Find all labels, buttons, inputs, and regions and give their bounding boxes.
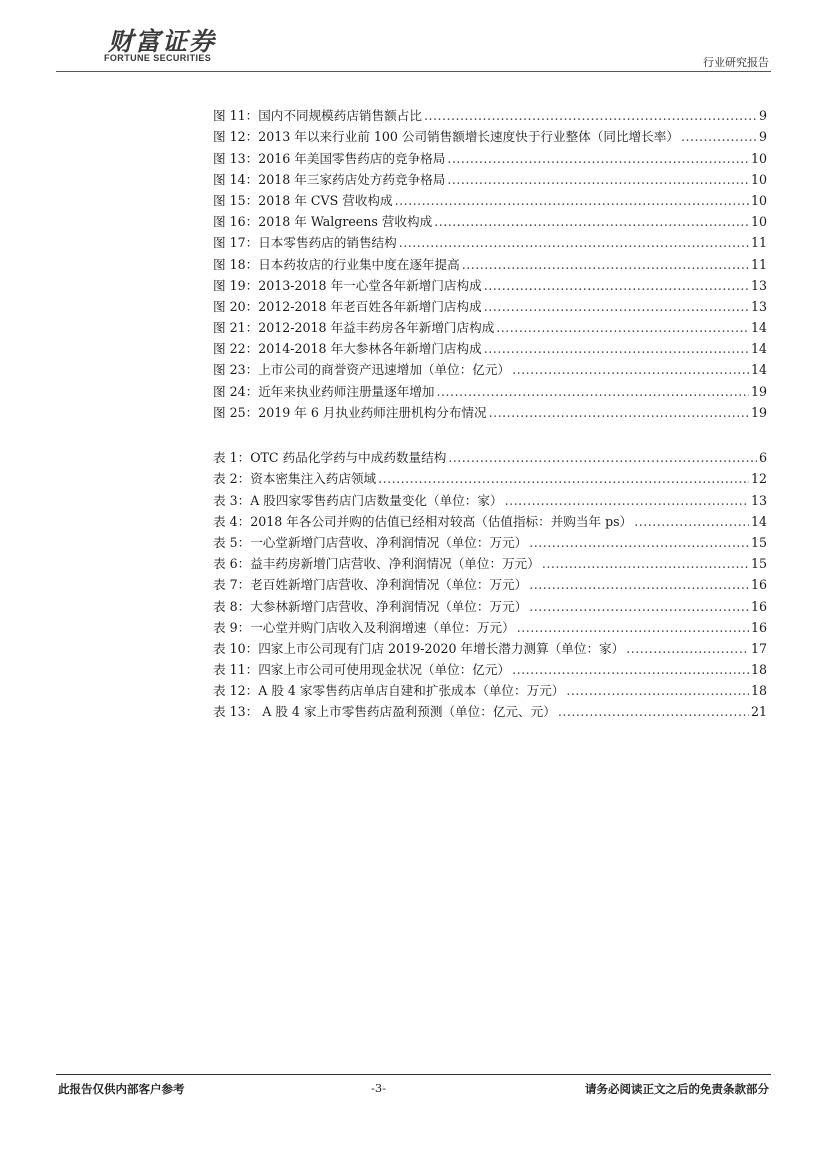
toc-entry-label: 图 17：日本零售药店的销售结构 [213, 235, 397, 251]
toc-entry-page: 13 [750, 277, 767, 293]
company-logo [104, 22, 244, 66]
toc-entry-label: 图 24：近年来执业药师注册量逐年增加 [213, 383, 435, 399]
toc-leader-dots [378, 471, 749, 487]
toc-leader-dots [489, 405, 749, 421]
footer-divider [56, 1074, 771, 1075]
toc-entry[interactable] [213, 636, 767, 657]
toc-entry[interactable] [213, 145, 767, 166]
toc-entry-label: 表 4：2018 年各公司并购的估值已经相对较高（估值指标：并购当年 ps） [213, 513, 633, 529]
toc-entry-page: 19 [750, 404, 767, 420]
toc-entry[interactable] [213, 466, 767, 487]
toc-leader-dots [447, 172, 749, 188]
table-list [213, 445, 767, 720]
toc-entry-label: 表 13： A 股 4 家上市零售药店盈利预测（单位：亿元、元） [213, 704, 556, 720]
toc-entry-label: 表 11：四家上市公司可使用现金状况（单位：亿元） [213, 662, 511, 678]
toc-entry-page: 14 [750, 341, 767, 357]
toc-leader-dots [424, 108, 757, 124]
toc-entry-label: 图 23：上市公司的商誉资产迅速增加（单位：亿元） [213, 362, 511, 378]
toc-entry-page: 10 [750, 150, 767, 166]
page-number: -3- [371, 1081, 387, 1095]
toc-entry[interactable] [213, 593, 767, 614]
toc-entry-label: 图 11：国内不同规模药店销售额占比 [213, 108, 422, 124]
toc-entry-label: 表 3：A 股四家零售药店门店数量变化（单位：家） [213, 492, 503, 508]
toc-entry-page: 18 [750, 683, 767, 699]
toc-entry-page: 16 [750, 619, 767, 635]
toc-entry-label: 图 25：2019 年 6 月执业药师注册机构分布情况 [213, 404, 487, 420]
toc-entry[interactable] [213, 167, 767, 188]
toc-entry-label: 表 6：益丰药房新增门店营收、净利润情况（单位：万元） [213, 556, 540, 572]
toc-entry-page: 18 [750, 662, 767, 678]
toc-entry-page: 10 [750, 214, 767, 230]
toc-entry-label: 图 13：2016 年美国零售药店的竞争格局 [213, 150, 446, 166]
toc-entry-label: 图 15：2018 年 CVS 营收构成 [213, 192, 393, 208]
toc-entry-page: 14 [750, 320, 767, 336]
toc-leader-dots [558, 704, 749, 720]
toc-leader-dots [496, 320, 749, 336]
toc-leader-dots [517, 620, 749, 636]
toc-entry-page: 13 [750, 492, 767, 508]
toc-leader-dots [395, 193, 749, 209]
toc-entry-page: 11 [750, 235, 767, 251]
toc-entry-page: 9 [758, 129, 767, 145]
toc-entry-page: 10 [750, 192, 767, 208]
toc-entry[interactable] [213, 315, 767, 336]
toc-entry-page: 13 [750, 298, 767, 314]
toc-entry-label: 图 16：2018 年 Walgreens 营收构成 [213, 214, 433, 230]
toc-leader-dots [448, 450, 757, 466]
toc-entry-page: 17 [750, 640, 767, 656]
toc-entry[interactable] [213, 530, 767, 551]
toc-entry[interactable] [213, 445, 767, 466]
toc-leader-dots [399, 235, 749, 251]
toc-leader-dots [529, 535, 749, 551]
toc-entry-label: 图 19：2013-2018 年一心堂各年新增门店构成 [213, 277, 482, 293]
toc-entry[interactable] [213, 551, 767, 572]
toc-entry-label: 表 9：一心堂并购门店收入及利润增速（单位：万元） [213, 619, 515, 635]
toc-entry-page: 12 [750, 471, 767, 487]
figure-list [213, 103, 767, 421]
toc-entry-page: 14 [750, 362, 767, 378]
toc-entry-page: 21 [750, 704, 767, 720]
toc-entry-label: 图 14：2018 年三家药店处方药竞争格局 [213, 171, 446, 187]
toc-entry-label: 表 8：大参林新增门店营收、净利润情况（单位：万元） [213, 598, 528, 614]
toc-entry[interactable] [213, 657, 767, 678]
toc-entry[interactable] [213, 509, 767, 530]
toc-entry-page: 15 [750, 556, 767, 572]
toc-leader-dots [626, 641, 749, 657]
toc-entry-label: 表 7：老百姓新增门店营收、净利润情况（单位：万元） [213, 577, 528, 593]
toc-entry-label: 图 20：2012-2018 年老百姓各年新增门店构成 [213, 298, 482, 314]
toc-entry[interactable] [213, 188, 767, 209]
toc-entry-label: 图 12：2013 年以来行业前 100 公司销售额增长速度快于行业整体（同比增长率） [213, 129, 679, 145]
toc-entry[interactable] [213, 678, 767, 699]
toc-leader-dots [505, 493, 749, 509]
toc-leader-dots [529, 577, 749, 593]
toc-entry-page: 16 [750, 598, 767, 614]
toc-entry[interactable] [213, 400, 767, 421]
toc-entry[interactable] [213, 273, 767, 294]
toc-entry[interactable] [213, 357, 767, 378]
footer-disclaimer-right: 请务必阅读正文之后的免责条款部分 [585, 1082, 769, 1096]
toc-entry[interactable] [213, 251, 767, 272]
toc-entry[interactable] [213, 487, 767, 508]
toc-leader-dots [484, 299, 749, 315]
toc-leader-dots [462, 257, 749, 273]
toc-entry[interactable] [213, 699, 767, 720]
toc-entry[interactable] [213, 103, 767, 124]
toc-leader-dots [437, 384, 749, 400]
toc-entry-label: 表 12：A 股 4 家零售药店单店自建和扩张成本（单位：万元） [213, 683, 565, 699]
toc-leader-dots [566, 683, 749, 699]
header-divider [56, 71, 771, 72]
logo-english-name: FORTUNE SECURITIES [104, 53, 212, 63]
report-type: 行业研究报告 [703, 56, 769, 69]
toc-entry-page: 10 [750, 171, 767, 187]
toc-leader-dots [634, 514, 749, 530]
toc-leader-dots [681, 129, 757, 145]
toc-entry-page: 11 [750, 256, 767, 272]
toc-entry[interactable] [213, 615, 767, 636]
toc-entry[interactable] [213, 230, 767, 251]
toc-entry[interactable] [213, 124, 767, 145]
toc-entry-label: 图 21：2012-2018 年益丰药房各年新增门店构成 [213, 320, 495, 336]
toc-leader-dots [512, 662, 749, 678]
toc-leader-dots [512, 362, 749, 378]
toc-entry-label: 表 1：OTC 药品化学药与中成药数量结构 [213, 450, 447, 466]
toc-leader-dots [484, 278, 749, 294]
toc-leader-dots [447, 151, 749, 167]
toc-entry-page: 14 [750, 513, 767, 529]
toc-entry-page: 16 [750, 577, 767, 593]
toc-entry-label: 表 10：四家上市公司现有门店 2019-2020 年增长潜力测算（单位：家） [213, 640, 625, 656]
footer-disclaimer-left: 此报告仅供内部客户参考 [58, 1082, 185, 1096]
toc-entry-label: 图 22：2014-2018 年大参林各年新增门店构成 [213, 341, 482, 357]
toc-entry-page: 15 [750, 534, 767, 550]
toc-entry-label: 表 5：一心堂新增门店营收、净利润情况（单位：万元） [213, 534, 528, 550]
toc-entry-page: 6 [758, 450, 767, 466]
toc-entry[interactable] [213, 378, 767, 399]
toc-entry[interactable] [213, 336, 767, 357]
toc-leader-dots [434, 214, 749, 230]
toc-entry[interactable] [213, 572, 767, 593]
logo-chinese-name: 财富证券 [108, 27, 217, 56]
toc-entry[interactable] [213, 294, 767, 315]
toc-leader-dots [529, 599, 749, 615]
toc-entry-label: 表 2：资本密集注入药店领域 [213, 471, 377, 487]
toc-entry-page: 9 [758, 108, 767, 124]
toc-entry[interactable] [213, 209, 767, 230]
toc-leader-dots [542, 556, 749, 572]
toc-entry-page: 19 [750, 383, 767, 399]
toc-entry-label: 图 18：日本药妆店的行业集中度在逐年提高 [213, 256, 460, 272]
toc-leader-dots [484, 341, 749, 357]
